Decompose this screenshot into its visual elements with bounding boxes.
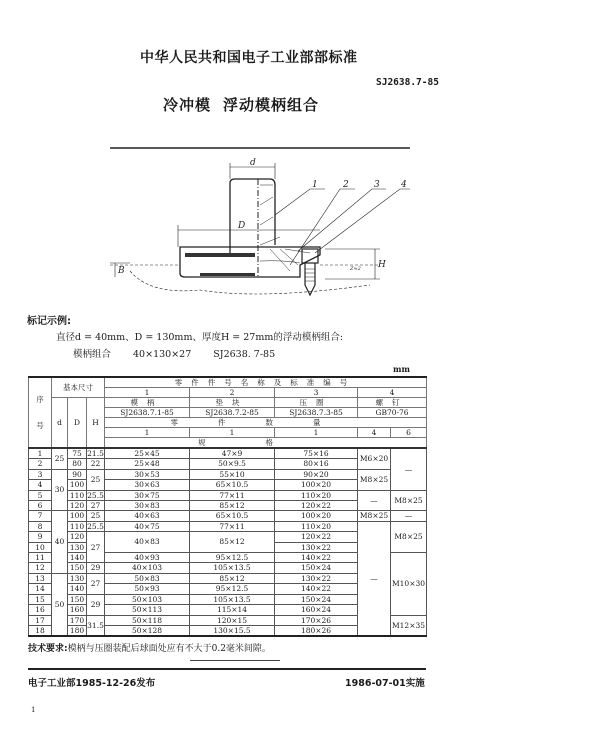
unit-label: mm xyxy=(393,364,410,374)
cell-handle: 30×75 xyxy=(105,490,190,500)
cell-handle: 25×48 xyxy=(105,459,190,469)
quantity-2: 1 xyxy=(190,428,275,438)
header-H: H xyxy=(87,398,105,449)
cell-handle: 50×93 xyxy=(105,584,190,594)
header-parts: 零件件号名称及标准编号 xyxy=(105,377,427,388)
cell-D: 140 xyxy=(68,553,87,563)
part-standard-3: SJ2638.7.3-85 xyxy=(275,408,358,418)
cell-seq: 14 xyxy=(29,584,52,594)
cell-ring: 120×22 xyxy=(275,532,358,542)
bolt-head xyxy=(302,249,318,263)
cell-d: 50 xyxy=(52,573,68,636)
ring-section-lower xyxy=(200,273,255,276)
cell-handle: 40×103 xyxy=(105,563,190,573)
cell-ring: 110×20 xyxy=(275,521,358,531)
page-number: 1 xyxy=(31,706,36,714)
callout-2: 2 xyxy=(343,180,349,190)
dim-label-H: H xyxy=(378,260,386,270)
cell-bolt-4: — xyxy=(358,490,391,511)
part-name-4: 螺钉 xyxy=(358,398,427,408)
cell-seq: 9 xyxy=(29,532,52,542)
cell-handle: 50×83 xyxy=(105,573,190,583)
cell-pad: 105×13.5 xyxy=(190,594,275,604)
part-number-2: 2 xyxy=(190,388,275,398)
callout-4: 4 xyxy=(401,180,407,190)
dim-H xyxy=(325,249,380,279)
cell-bolt-6: M8×25 xyxy=(391,490,427,511)
header-spec: 规格 xyxy=(105,438,427,449)
table-row xyxy=(29,521,427,531)
cell-H: 25.5 xyxy=(87,521,104,531)
cell-ring: 75×16 xyxy=(275,448,358,459)
cell-seq: 4 xyxy=(29,480,52,490)
cell-ring: 170×26 xyxy=(275,615,358,625)
cell-ring: 100×20 xyxy=(275,480,358,490)
header-quantity: 零件数量 xyxy=(105,418,427,428)
cell-handle: 40×75 xyxy=(105,521,190,531)
cell-pad: 47×9 xyxy=(190,448,275,459)
cell-ring: 80×16 xyxy=(275,459,358,469)
cell-pad: 95×12.5 xyxy=(190,584,275,594)
part-standard-4: GB70-76 xyxy=(358,408,427,418)
cell-D: 120 xyxy=(68,501,87,511)
quantity-3: 1 xyxy=(275,428,358,438)
part-number-1: 1 xyxy=(105,388,190,398)
cell-D: 75 xyxy=(68,448,87,459)
header-seq-top: 序 xyxy=(36,394,44,404)
cell-ring: 90×20 xyxy=(275,469,358,479)
cell-seq: 5 xyxy=(29,490,52,500)
designation-name: 模柄组合 xyxy=(73,349,112,360)
part-number-4: 4 xyxy=(358,388,427,398)
cell-H: 25.5 xyxy=(87,490,104,500)
part-name-1: 模柄 xyxy=(105,398,190,408)
cell-H: 29 xyxy=(87,563,105,573)
cell-pad: 130×15.5 xyxy=(190,625,275,636)
quantity-4b: 6 xyxy=(391,428,427,438)
cell-D: 140 xyxy=(68,584,87,594)
technical-requirement-text: 模柄与压圈装配后球面处应有不大于0.2毫米间隙。 xyxy=(67,644,271,654)
table-body xyxy=(29,448,427,636)
dim-label-d: d xyxy=(250,158,256,168)
cell-pad: 85×12 xyxy=(190,573,275,583)
cell-seq: 17 xyxy=(29,615,52,625)
cell-D: 150 xyxy=(68,594,87,604)
cell-H: 21.5 xyxy=(87,449,104,458)
cell-D: 180 xyxy=(68,625,87,636)
cell-H: 27 xyxy=(87,573,105,594)
cell-pad: 65×10.5 xyxy=(190,511,275,521)
cell-seq: 1 xyxy=(29,448,52,459)
cell-handle: 30×53 xyxy=(105,469,190,479)
dim-label-gap: Z≈2 xyxy=(350,266,361,272)
cell-seq: 2 xyxy=(29,459,52,469)
callout-3: 3 xyxy=(374,180,380,190)
technical-requirement xyxy=(28,641,271,654)
cell-handle: 40×63 xyxy=(105,511,190,521)
cell-pad: 85×12 xyxy=(190,532,275,553)
cell-D: 160 xyxy=(68,605,87,615)
issuing-organization: 中华人民共和国电子工业部部标准 xyxy=(140,50,358,66)
bolt-thread xyxy=(305,269,315,281)
cell-D: 130 xyxy=(68,573,87,583)
cell-handle: 50×103 xyxy=(105,594,190,604)
cell-handle: 50×113 xyxy=(105,605,190,615)
cell-pad: 85×12 xyxy=(190,501,275,511)
cell-pad: 55×10 xyxy=(190,469,275,479)
issue-date: 电子工业部1985-12-26发布 xyxy=(28,678,156,689)
designation-size: 40×130×27 xyxy=(133,349,192,360)
bolt-shank xyxy=(305,263,315,295)
cell-ring: 180×26 xyxy=(275,625,358,636)
cell-seq: 8 xyxy=(29,521,52,531)
effective-date: 1986-07-01实施 xyxy=(345,678,425,689)
cell-H: 25 xyxy=(87,469,105,490)
cell-D: 110 xyxy=(68,521,87,531)
marking-example-designation xyxy=(73,346,297,360)
dim-D xyxy=(178,225,320,247)
cell-H: 27 xyxy=(87,501,105,511)
cell-bolt-6: M8×25 xyxy=(391,521,427,552)
cell-ring: 150×24 xyxy=(275,594,358,604)
divider-short xyxy=(190,660,280,661)
cell-ring: 140×22 xyxy=(275,584,358,594)
cell-ring: 140×22 xyxy=(275,553,358,563)
cell-handle: 30×63 xyxy=(105,480,190,490)
cell-handle: 40×83 xyxy=(105,532,190,553)
cell-d: 30 xyxy=(52,469,68,511)
cell-seq: 6 xyxy=(29,501,52,511)
cell-bolt-6: — xyxy=(391,448,427,490)
header-sequence xyxy=(29,377,52,448)
cell-d: 25 xyxy=(52,448,68,469)
cell-pad: 105×13.5 xyxy=(190,563,275,573)
dim-label-B: B xyxy=(118,266,125,276)
assembly-drawing xyxy=(110,145,410,305)
cell-H: 22 xyxy=(87,459,105,469)
cell-handle: 40×93 xyxy=(105,553,190,563)
table-row xyxy=(29,448,427,459)
part-number-3: 3 xyxy=(275,388,358,398)
cell-seq: 3 xyxy=(29,469,52,479)
dim-label-D: D xyxy=(238,221,246,231)
divider-footer xyxy=(28,668,426,670)
cell-seq: 18 xyxy=(29,625,52,636)
header-seq-bottom: 号 xyxy=(36,420,44,430)
cell-ring: 100×20 xyxy=(275,511,358,521)
table-row xyxy=(29,490,427,500)
cell-D: 100 xyxy=(68,511,87,521)
cell-bolt-4: — xyxy=(358,521,391,636)
header-basic-dimensions: 基本尺寸 xyxy=(52,377,105,398)
marking-example-description: 直径d = 40mm、D = 130mm、厚度H = 27mm的浮动模柄组合: xyxy=(56,332,344,343)
cell-ring: 120×22 xyxy=(275,501,358,511)
part-standard-1: SJ2638.7.1-85 xyxy=(105,408,190,418)
cell-pad: 115×14 xyxy=(190,605,275,615)
cell-D: 130 xyxy=(68,542,87,552)
document-title xyxy=(163,94,319,115)
cell-seq: 10 xyxy=(29,542,52,552)
cell-pad: 50×9.5 xyxy=(190,459,275,469)
cell-seq: 7 xyxy=(29,511,52,521)
cell-seq: 12 xyxy=(29,563,52,573)
die-plate-outline xyxy=(110,265,380,294)
table-row xyxy=(29,511,427,521)
technical-requirement-label: 技术要求: xyxy=(28,644,68,654)
cell-bolt-6: M12×35 xyxy=(391,615,427,636)
cell-seq: 15 xyxy=(29,594,52,604)
cell-seq: 13 xyxy=(29,573,52,583)
part-name-3: 压圈 xyxy=(275,398,358,408)
cell-D: 100 xyxy=(68,480,87,490)
cell-seq: 16 xyxy=(29,605,52,615)
shank-outline xyxy=(230,179,275,255)
cell-D: 90 xyxy=(68,469,87,479)
cell-pad: 120×15 xyxy=(190,615,275,625)
quantity-4a: 4 xyxy=(358,428,391,438)
cell-ring: 150×24 xyxy=(275,563,358,573)
ring-section xyxy=(185,253,255,257)
standard-code: SJ2638.7-85 xyxy=(376,77,439,88)
header-D: D xyxy=(68,398,87,449)
cell-H: 27 xyxy=(87,532,105,563)
cell-D: 80 xyxy=(68,459,87,469)
cell-D: 150 xyxy=(68,563,87,573)
callout-1: 1 xyxy=(312,180,318,190)
cell-pad: 65×10.5 xyxy=(190,480,275,490)
specification-table xyxy=(28,376,427,637)
cell-d: 40 xyxy=(52,511,68,573)
hatching xyxy=(260,185,280,245)
cell-ring: 110×20 xyxy=(275,490,358,500)
title-part-2: 浮动模柄组合 xyxy=(223,96,320,114)
quantity-1: 1 xyxy=(105,428,190,438)
cell-handle: 50×128 xyxy=(105,625,190,636)
marking-example-heading: 标记示例: xyxy=(27,316,71,327)
part-standard-2: SJ2638.7.2-85 xyxy=(190,408,275,418)
cell-ring: 160×24 xyxy=(275,605,358,615)
part-name-2: 垫块 xyxy=(190,398,275,408)
header-d: d xyxy=(52,398,68,449)
cell-D: 110 xyxy=(68,490,87,500)
cell-handle: 50×118 xyxy=(105,615,190,625)
callout-leaders xyxy=(275,189,410,265)
cell-D: 120 xyxy=(68,532,87,542)
designation-code: SJ2638. 7-85 xyxy=(213,349,276,360)
cell-bolt-4: M8×25 xyxy=(358,511,391,521)
cell-D: 170 xyxy=(68,615,87,625)
cell-H: 31.5 xyxy=(87,615,105,636)
cell-ring: 130×22 xyxy=(275,573,358,583)
cell-H: 25 xyxy=(87,511,105,521)
title-part-1: 冷冲模 xyxy=(163,96,212,114)
cell-pad: 77×11 xyxy=(190,490,275,500)
cell-bolt-6: M10×30 xyxy=(391,553,427,615)
cell-bolt-4: M6×20 xyxy=(358,448,391,469)
cell-H: 29 xyxy=(87,594,105,615)
cell-pad: 77×11 xyxy=(190,521,275,531)
cell-handle: 25×45 xyxy=(105,448,190,459)
cell-seq: 11 xyxy=(29,553,52,563)
cell-pad: 95×12.5 xyxy=(190,553,275,563)
cell-bolt-4: M8×25 xyxy=(358,469,391,490)
cell-handle: 30×83 xyxy=(105,501,190,511)
cell-ring: 130×22 xyxy=(275,542,358,552)
table-row xyxy=(29,469,427,479)
cell-bolt-6: — xyxy=(391,511,427,521)
